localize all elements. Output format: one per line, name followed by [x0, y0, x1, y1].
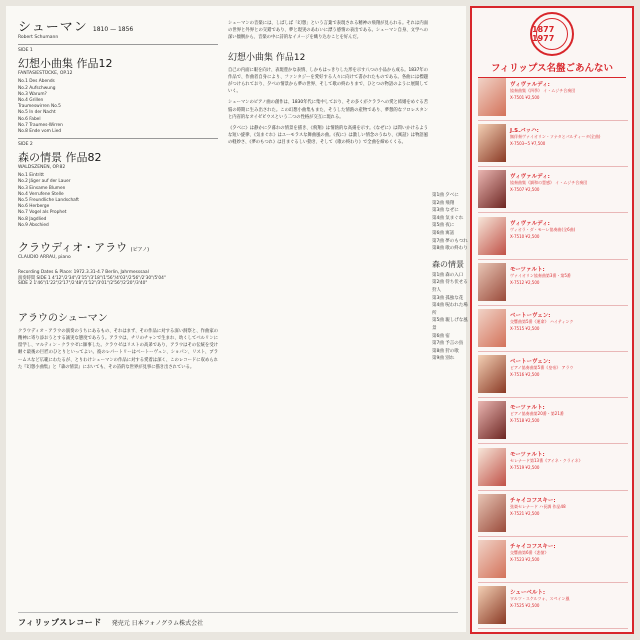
track-title-jp: 第7曲 夢のもつれ	[432, 238, 468, 244]
side1-tracklist	[18, 79, 218, 135]
seal-text: 1877 1977	[532, 25, 555, 43]
side1-work-jp: 幻想小曲集 作品12	[18, 57, 113, 71]
artist-name	[18, 239, 218, 255]
timings-side2: SIDE 2 1'46"/1'22"/2'17"/2'48"/1'12"/3'01"/2'56"/2'20"/3'40"	[18, 281, 148, 287]
composer-name-jp: シューマン	[18, 20, 88, 35]
album-cover-thumbnail	[478, 263, 506, 301]
liner-notes-page	[6, 6, 466, 632]
album-cover-thumbnail	[478, 401, 506, 439]
track-titles-column	[432, 16, 468, 363]
promo-item-subtitle: 無伴奏ヴァイオリン・ソナタとパルティータ(全曲)	[510, 134, 601, 140]
track-item: No.1 Eintritt	[18, 173, 44, 179]
promo-text	[510, 355, 628, 397]
track-item: No.6 Fabel	[18, 116, 41, 122]
track-title-jp: 第1曲 森の入口	[432, 272, 464, 278]
promo-item-price: X-7501 ¥2,500	[510, 95, 540, 100]
tracklist-column	[18, 16, 218, 371]
promo-text	[510, 494, 628, 536]
promo-item	[478, 124, 628, 167]
timings-side1: 演奏時間 SIDE 1 4'12"/2'34"/3'15"/3'18"/1'56"/4'03"/2'56"/2'30"/5'04"	[18, 275, 166, 281]
track-item: No.2 Aufschwung	[18, 85, 56, 91]
track-item: No.6 Herberge	[18, 204, 50, 210]
promo-item-title: モーツァルト:	[510, 405, 545, 412]
album-cover-thumbnail	[478, 586, 506, 624]
promo-item-subtitle: 交響曲第5番《運命》 ハイティンク	[510, 318, 574, 324]
track-title-jp: 第5曲 夜に	[432, 223, 455, 229]
promo-item	[478, 170, 628, 213]
artist-name-jp: クラウディオ・アラウ	[18, 240, 128, 254]
promo-item-title: シューベルト:	[510, 590, 546, 597]
promo-item-price: X-7525 ¥2,500	[510, 603, 540, 609]
promo-text	[510, 448, 628, 490]
promo-text	[510, 78, 628, 120]
track-title-jp: 第8曲 歌の終わり	[432, 246, 468, 252]
track-title-jp: 第5曲 親しげな風景	[432, 318, 468, 331]
promo-item-subtitle: ワルツ・スケルツォ、スペイン風	[510, 596, 570, 602]
recording-info	[18, 270, 218, 287]
promo-item-subtitle: ヴィオラ・ダ・モーレ協奏曲(全6曲)	[510, 226, 576, 232]
track-title-jp: 第3曲 なぜに	[432, 208, 459, 214]
commentary-paragraph: 《夕べに》は静かに夕暮れの情景を描き、《飛翔》は情熱的な高揚を示す。《なぜに》は問いかけるような短い旋律、《気まぐれ》はユーモラスな舞曲風の曲。《夜に》は激しい情念のうねり、《寓話》は物語風の軽妙さ、《夢のもつれ》は目まぐるしい動き、そして《歌の終わり》で全曲を締めくくる。	[228, 126, 428, 146]
track-item: No.4 Grillen	[18, 97, 44, 103]
section-heading: 森の情景	[432, 259, 464, 269]
promo-item-price: X-7516 ¥2,500	[510, 372, 540, 378]
divider	[18, 138, 218, 139]
promo-text	[510, 170, 628, 212]
promo-item	[478, 401, 628, 444]
side2-work-jp: 森の情景 作品82	[18, 151, 102, 165]
promo-item-price: X-7503~5 ¥7,500	[510, 141, 546, 147]
promo-title: フィリップス名盤ごあんない	[478, 60, 626, 78]
promo-panel	[470, 6, 634, 634]
track-item: No.8 Jagdlied	[18, 216, 47, 222]
promo-item	[478, 494, 628, 537]
track-title-jp: 第2曲 待ち伏せる狩人	[432, 280, 468, 293]
album-cover-thumbnail	[478, 355, 506, 393]
promo-item	[478, 217, 628, 260]
seal-ring	[536, 18, 568, 50]
side1-work-en: FANTASIESTÜCKE, OP.12	[18, 71, 73, 77]
commentary-heading: 幻想小曲集 作品12	[228, 52, 306, 63]
promo-item-price: X-7510 ¥2,500	[510, 233, 540, 239]
track-title-jp: 第6曲 寓話	[432, 230, 455, 236]
promo-item-title: ベートーヴェン:	[510, 312, 551, 319]
promo-text	[510, 263, 628, 305]
album-cover-thumbnail	[478, 309, 506, 347]
promo-item-price: X-7512 ¥2,500	[510, 279, 540, 285]
promo-text	[510, 217, 628, 259]
side1-label: SIDE 1	[18, 48, 33, 54]
promo-item-subtitle: ピアノ協奏曲第20番・第21番	[510, 411, 564, 417]
track-title-jp: 第6曲 宿	[432, 333, 450, 339]
promo-item-title: モーツァルト:	[510, 451, 545, 458]
track-item: No.5 In der Nacht	[18, 110, 56, 116]
promo-item-title: ヴィヴァルディ:	[510, 174, 550, 181]
track-item: No.7 Traumes-Wirren	[18, 122, 63, 128]
side2-tracklist	[18, 173, 218, 229]
promo-item-subtitle: ピアノ協奏曲第5番《皇帝》 アラウ	[510, 365, 574, 371]
promo-text	[510, 401, 628, 443]
album-cover-thumbnail	[478, 78, 506, 116]
promo-item-price: X-7518 ¥2,500	[510, 418, 540, 424]
promo-item	[478, 586, 628, 629]
promo-item	[478, 448, 628, 491]
promo-item-subtitle: 弦楽セレナード ハ長調 作品48	[510, 503, 566, 509]
promo-item-title: チャイコフスキー:	[510, 543, 556, 550]
divider	[18, 44, 218, 45]
album-cover-thumbnail	[478, 124, 506, 162]
composer-title	[18, 16, 218, 35]
promo-item-title: モーツァルト:	[510, 266, 545, 273]
page-footer	[18, 612, 458, 628]
promo-item-price: X-7519 ¥2,500	[510, 464, 540, 470]
commentary-paragraph: シューマンのピアノ曲の創作は、1830年代に集中しており、その多くがクララへの愛と結婚をめぐる苦悩の時期に生み出された。この幻想小曲集もまた、そうした情熱の産物であり、夢想的なフロレスタンと内省的なオイゼビウスという二つの性格が交互に現れる。	[228, 100, 428, 120]
essay-body: クラウディオ・アラウの演奏のうちにあるもの、それはまず、その作品に対する深い洞察と、作曲家の精神に寄り添おうとする誠実な態度であろう。アラウは、チリのチャンで生まれ、幼くしてベルリンに留学し、マルティン・クラウゼに師事した。クラウゼはリストの高弟であり、アラウはその伝統を受け継ぐ最後の巨匠のひとりといってよい。彼のレパートリーはベートーヴェン、ショパン、リスト、ブラームスなど広範にわたるが、とりわけシューマンの作品に対する愛着は深く、このレコードに収められた『幻想小曲集』と『森の情景』においても、その詩的な世界が見事に描き出されている。	[18, 328, 218, 370]
promo-item-subtitle: ヴァイオリン協奏曲第3番・第5番	[510, 272, 571, 278]
promo-item-subtitle: 協奏曲集《調和の霊感》 イ・ムジチ合奏団	[510, 180, 588, 186]
artist-name-en: CLAUDIO ARRAU, piano	[18, 254, 71, 260]
composer-name-en: Robert Schumann	[18, 35, 59, 40]
track-title-jp: 第8曲 狩の歌	[432, 348, 459, 354]
track-item: No.2 Jäger auf der Lauer	[18, 179, 71, 185]
promo-list	[478, 78, 628, 632]
publisher-text: 発売元 日本フォノグラム株式会社	[111, 620, 204, 627]
track-item: No.8 Ende vom Lied	[18, 128, 62, 134]
track-item: No.4 Verrufene Stelle	[18, 191, 64, 197]
album-cover-thumbnail	[478, 170, 506, 208]
track-item: No.3 Einsame Blumen	[18, 185, 66, 191]
track-title-jp: 第4曲 呪われた場所	[432, 303, 468, 316]
recording-dates: Recording Dates & Place: 1972.3.31-4.7 Berlin, Jahrmesssaal	[18, 269, 149, 275]
promo-item-title: ヴィヴァルディ:	[510, 82, 550, 88]
promo-text	[510, 586, 628, 628]
promo-item	[478, 263, 628, 306]
track-title-jp: 第7曲 予言の鳥	[432, 341, 464, 347]
track-item: No.1 Des Abends	[18, 79, 55, 85]
track-title-jp: 第1曲 夕べに	[432, 193, 459, 198]
track-item: No.5 Freundliche Landschaft	[18, 197, 79, 203]
promo-item-title: ヴィヴァルディ:	[510, 220, 550, 227]
album-cover-thumbnail	[478, 540, 506, 578]
promo-item	[478, 540, 628, 583]
track-item: No.9 Abschied	[18, 222, 49, 228]
label-logo: フィリップスレコード	[18, 618, 102, 627]
promo-text	[510, 309, 628, 351]
side2-work-en: WALDSZENEN, OP.82	[18, 165, 66, 171]
track-item: No.7 Vogel als Prophet	[18, 210, 67, 216]
promo-item	[478, 355, 628, 398]
promo-item-price: X-7507 ¥2,500	[510, 187, 540, 193]
promo-item-subtitle: セレナード第13番《アイネ・クライネ》	[510, 457, 583, 463]
track-item: No.3 Warum?	[18, 91, 47, 97]
track-title-jp: 第9曲 別れ	[432, 356, 455, 362]
promo-text	[510, 540, 628, 582]
promo-item	[478, 309, 628, 352]
commentary-paragraph: 自己の内面に眼を向け、表現豊かな表情、しかもはっきりした形を示す八つの小品から成る。1837年の作品で、作曲者自身により、ファンタジーを愛好する人々に向けて書かれたものである。各曲には標題がつけられており、夕べの情景から夢の世界、そして歌の終わりまで、ひとつの物語のように展開していく。	[228, 67, 428, 95]
track-title-jp: 第3曲 孤独な花	[432, 295, 464, 301]
album-cover-thumbnail	[478, 217, 506, 255]
track-title-jp: 第4曲 気まぐれ	[432, 215, 464, 221]
promo-item	[478, 78, 628, 121]
track-title-jp: 第2曲 飛翔	[432, 200, 455, 206]
promo-item-subtitle: 協奏曲集《四季》 イ・ムジチ合奏団	[510, 88, 576, 93]
commentary-column	[228, 16, 428, 147]
side2-label: SIDE 2	[18, 142, 33, 148]
promo-item-subtitle: 交響曲第6番《悲愴》	[510, 549, 549, 555]
promo-item-title: ベートーヴェン:	[510, 359, 551, 366]
artist-role: (ピアノ)	[130, 246, 150, 253]
track-item: Traumeswirren No.5	[18, 104, 61, 110]
promo-item-price: X-7523 ¥2,500	[510, 556, 540, 562]
promo-item-price: X-7521 ¥2,500	[510, 510, 540, 516]
anniversary-seal-icon	[530, 12, 574, 56]
promo-item-title: J.S.バッハ:	[510, 128, 539, 135]
album-cover-thumbnail	[478, 448, 506, 486]
essay-heading: アラウのシューマン	[18, 312, 108, 324]
composer-years: 1810 — 1856	[92, 26, 134, 33]
promo-text	[510, 124, 628, 166]
promo-item-title: チャイコフスキー:	[510, 497, 556, 504]
album-cover-thumbnail	[478, 494, 506, 532]
commentary-paragraph: シューマンの音楽には、しばしば「幻想」という言葉で表現される精神の飛翔が見られる。それは内面の世界と外界との交錯であり、夢と現実のあわいに漂う感情の表出である。シューマン自身、文学への深い傾倒から、音楽の中に詩的なイメージを織り込むことを好んだ。	[228, 21, 428, 41]
promo-item-price: X-7515 ¥2,500	[510, 325, 540, 331]
